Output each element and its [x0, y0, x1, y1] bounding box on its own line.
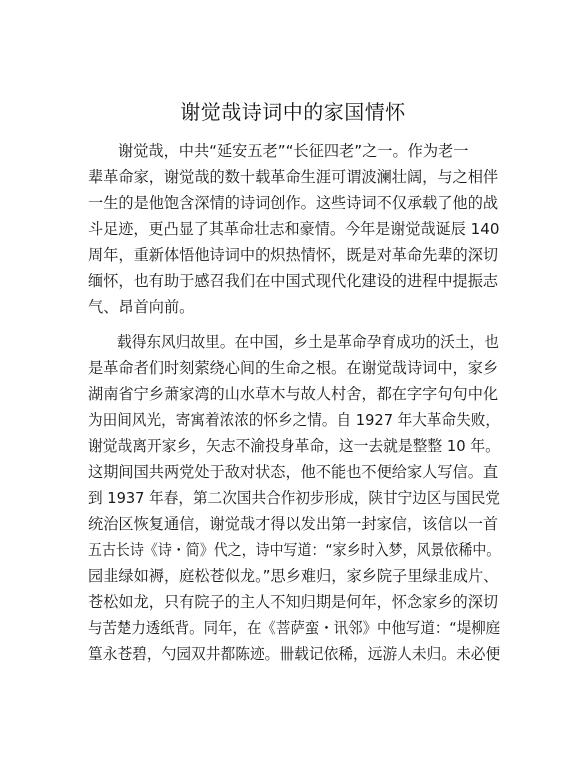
- text-line: 五古长诗《诗・简》代之，诗中写道：“家乡时入梦，风景依稀中。: [88, 541, 501, 559]
- text-line: 湖南省宁乡萧家湾的山水草木与故人村舍，都在字字句句中化: [88, 385, 499, 403]
- text-line: 谢觉哉离开家乡，矢志不渝投身革命，这一去就是整整 10 年。: [88, 437, 500, 455]
- text-line: 与苦楚力透纸背。同年，在《菩萨蛮・讯邻》中他写道：“堤柳庭: [88, 619, 501, 637]
- page-title: 谢觉哉诗词中的家国情怀: [180, 100, 406, 124]
- text-line: 苍松如龙，只有院子的主人不知归期是何年，怀念家乡的深切: [88, 593, 499, 611]
- text-line: 是革命者们时刻萦绕心间的生命之根。在谢觉哉诗词中，家乡: [88, 359, 499, 377]
- text-line: 周年，重新体悟他诗词中的炽热情怀，既是对革命先辈的深切: [88, 246, 499, 264]
- text-line: 气、昂首向前。: [88, 298, 195, 316]
- text-line: 缅怀，也有助于感召我们在中国式现代化建设的进程中提振志: [88, 272, 499, 290]
- text-line: 为田间风光，寄寓着浓浓的怀乡之情。自 1927 年大革命失败，: [88, 411, 500, 429]
- text-line: 统治区恢复通信，谢觉哉才得以发出第一封家信，该信以一首: [88, 515, 499, 533]
- text-line: 辈革命家，谢觉哉的数十载革命生涯可谓波澜壮阔，与之相伴: [88, 168, 499, 186]
- article-body: [88, 138, 500, 667]
- text-line: 到 1937 年春，第二次国共合作初步形成，陕甘宁边区与国民党: [88, 489, 500, 507]
- paragraph-2: [88, 329, 500, 667]
- paragraph-1: [88, 138, 500, 320]
- text-line: 斗足迹，更凸显了其革命壮志和豪情。今年是谢觉哉诞辰 140: [88, 220, 500, 238]
- text-line: 园韭绿如褥，庭松苍似龙。”思乡难归，家乡院子里绿韭成片、: [88, 567, 499, 585]
- text-line: 篁永苍碧，勺园双井都陈迹。卌载记依稀，远游人未归。未必便: [88, 645, 501, 663]
- paragraph-gap: [88, 320, 500, 329]
- text-line: 谢觉哉，中共“延安五老”“长征四老”之一。作为老一: [118, 142, 469, 160]
- text-line: 载得东风归故里。在中国，乡土是革命孕育成功的沃土，也: [117, 333, 499, 351]
- text-line: 一生的是他饱含深情的诗词创作。这些诗词不仅承载了他的战: [88, 194, 499, 212]
- text-line: 这期间国共两党处于敌对状态，他不能也不便给家人写信。直: [88, 463, 499, 481]
